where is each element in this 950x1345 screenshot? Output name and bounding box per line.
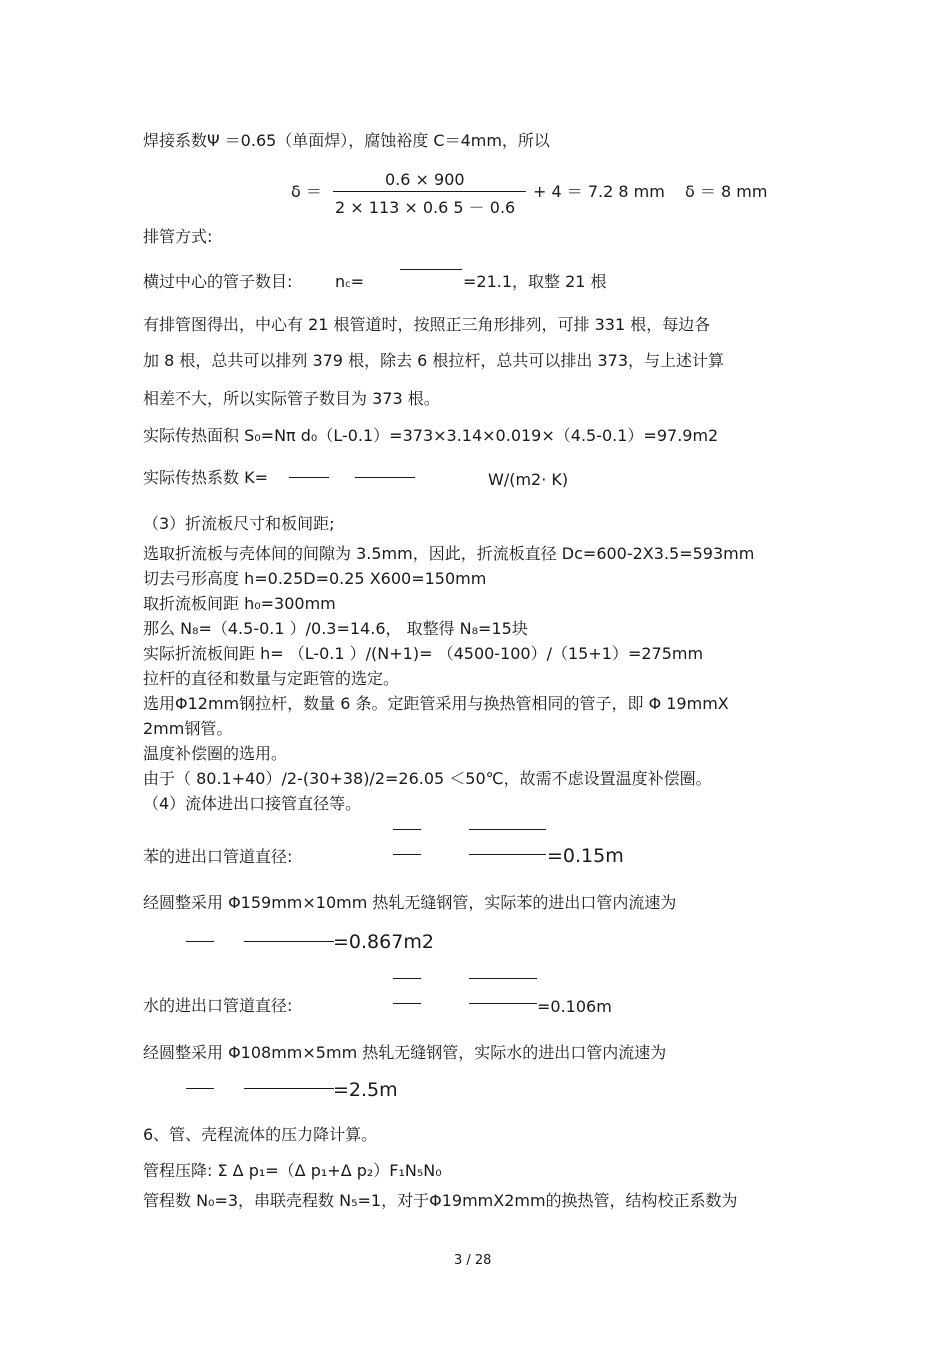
paragraph-line: 加 8 根，总共可以排列 379 根，除去 6 根拉杆，总共可以排出 373，与上述计算: [143, 351, 725, 370]
fraction-bar: [469, 978, 537, 979]
section-3-line: 选用Φ12mm钢拉杆，数量 6 条。定距管采用与换热管相同的管子，即 Φ 19mmⅩ: [143, 694, 729, 713]
eq-delta-result: δ ＝ 8 mm: [685, 182, 768, 201]
section-4-title: （4）流体进出口接管直径等。: [143, 794, 362, 813]
paragraph-line: 有排管图得出，中心有 21 根管道时，按照正三角形排列，可排 331 根，每边各: [143, 315, 711, 334]
fraction-bar: [244, 1088, 334, 1089]
benzene-dia-label: 苯的进出口管道直径:: [143, 847, 293, 866]
page-number: 3 / 28: [454, 1253, 492, 1268]
section-3-line: 温度补偿圈的选用。: [143, 744, 288, 763]
fraction-bar: [393, 829, 421, 830]
eq-tail: + 4 ＝ 7.2 8 mm: [533, 182, 665, 201]
section-3-line: 切去弓形高度 h=0.25D=0.25 Ⅹ600=150mm: [143, 569, 487, 588]
benzene-dia-result: =0.15m: [547, 845, 624, 867]
layout-title: 排管方式:: [143, 227, 213, 246]
center-tube-label: 横过中心的管子数目:: [143, 272, 293, 291]
fraction-bar: [186, 1088, 214, 1089]
section-3-line: 拉杆的直径和数量与定距管的选定。: [143, 669, 400, 688]
section-3-title: （3）折流板尺寸和板间距;: [143, 514, 335, 533]
coef-label: 实际传热系数 K=: [143, 468, 268, 487]
fraction-bar: [469, 1003, 537, 1004]
section-3-line: 那么 N₈=（4.5-0.1 ）/0.3=14.6， 取整得 N₈=15块: [143, 619, 528, 638]
section-6-title: 6、管、壳程流体的压力降计算。: [143, 1125, 378, 1144]
water-velocity-result: =2.5m: [333, 1079, 398, 1101]
benzene-pipe-line: 经圆整采用 Φ159mm×10mm 热轧无缝钢管，实际苯的进出口管内流速为: [143, 893, 677, 912]
section-3-line: 2mm钢管。: [143, 719, 233, 738]
fraction-bar: [469, 854, 546, 855]
section-3-line: 取折流板间距 h₀=300mm: [143, 594, 336, 613]
fraction-bar: [469, 829, 546, 830]
fraction-bar: [186, 941, 214, 942]
benzene-velocity-result: =0.867m2: [333, 931, 434, 953]
fraction-bar: [393, 978, 421, 979]
eq-denominator: 2 × 113 × 0.6 5 － 0.6: [335, 198, 516, 217]
water-dia-label: 水的进出口管道直径:: [143, 996, 293, 1015]
tube-pressure-drop: 管程压降: Σ Δ p₁=（Δ p₁+Δ p₂）F₁N₅N₀: [143, 1161, 442, 1180]
fraction-bar: [393, 1003, 421, 1004]
fraction-bar: [355, 477, 415, 478]
fraction-bar: [333, 191, 526, 192]
weld-coefficient-line: 焊接系数Ψ ＝0.65（单面焊），腐蚀裕度 C＝4mm，所以: [143, 131, 550, 150]
section-3-line: 实际折流板间距 h= （L-0.1 ）/(N+1)= （4500-100）/（15+1）=275mm: [143, 644, 704, 663]
section-3-line: 由于（ 80.1+40）/2-(30+38)/2=26.05 ＜50℃，故需不虑设置温度补偿圈。: [143, 769, 712, 788]
eq-lhs: δ ＝: [291, 182, 322, 201]
eq-numerator: 0.6 × 900: [385, 170, 465, 189]
water-dia-result: =0.106m: [537, 997, 612, 1016]
section-3-line: 选取折流板与壳体间的间隙为 3.5mm，因此，折流板直径 Dc=600-2Ⅹ3.5=593mm: [143, 544, 755, 563]
heat-transfer-area: 实际传热面积 S₀=Nπ d₀（L-0.1）=373×3.14×0.019×（4.5-0.1）=97.9m2: [143, 426, 719, 445]
center-tube-var: nc=: [335, 272, 365, 291]
fraction-bar: [400, 269, 462, 270]
water-pipe-line: 经圆整采用 Φ108mm×5mm 热轧无缝钢管，实际水的进出口管内流速为: [143, 1043, 667, 1062]
fraction-bar: [393, 854, 421, 855]
tube-pass-count: 管程数 N₀=3，串联壳程数 N₅=1，对于Φ19mmⅩ2mm的换热管，结构校正系数为: [143, 1191, 738, 1210]
fraction-bar: [244, 941, 334, 942]
coef-unit: W/(m2· K): [488, 470, 569, 489]
fraction-bar: [289, 477, 329, 478]
center-tube-result: =21.1，取整 21 根: [463, 272, 607, 291]
paragraph-line: 相差不大，所以实际管子数目为 373 根。: [143, 389, 440, 408]
